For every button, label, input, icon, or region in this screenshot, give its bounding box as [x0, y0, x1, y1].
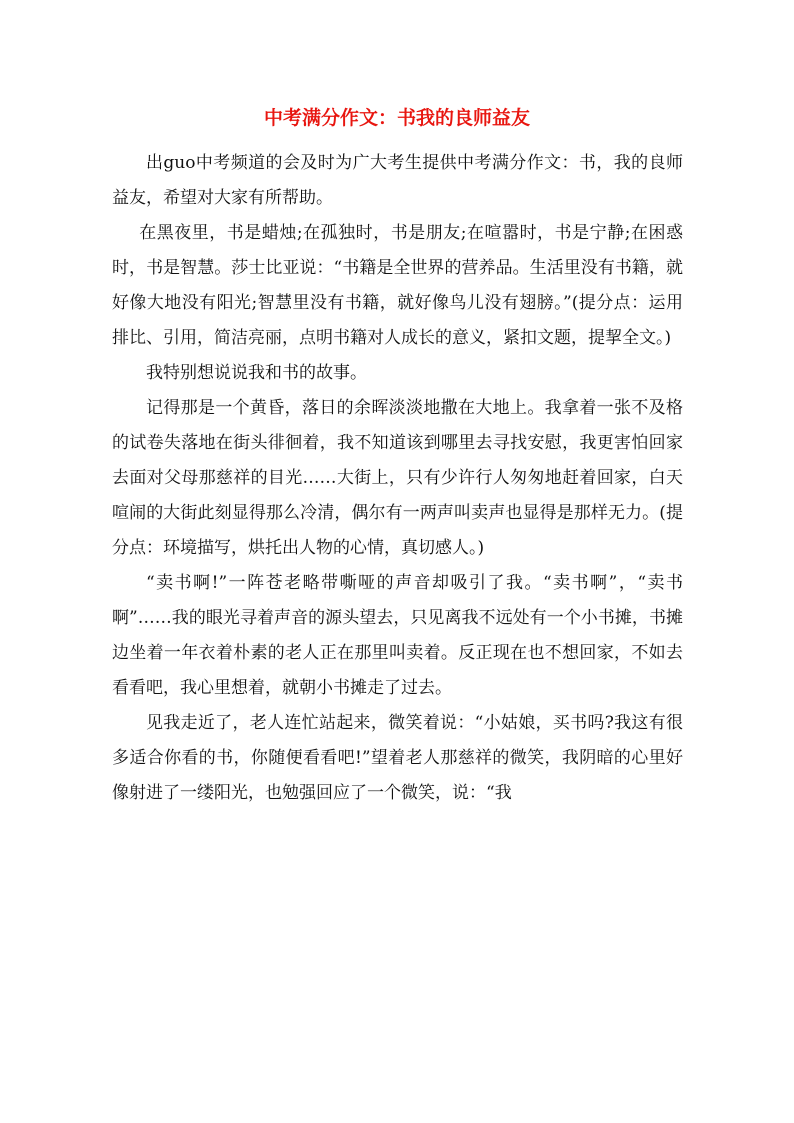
- paragraph-transition: 我特别想说说我和书的故事。: [146, 363, 367, 383]
- paragraph-old-man: 见我走近了，老人连忙站起来，微笑着说：“小姑娘，买书吗?我这有很多适合你看的书，你随便看看吧!”望着老人那慈祥的微笑，我阴暗的心里好像射进了一缕阳光，也勉强回应了一个微笑，说：“我: [112, 713, 683, 803]
- paragraph-dusk-scene: 记得那是一个黄昏，落日的余晖淡淡地撒在大地上。我拿着一张不及格的试卷失落地在街头徘徊着，我不知道该到哪里去寻找安慰，我更害怕回家去面对父母那慈祥的目光……大街上，只有少许行人匆匆地赶着回家，白天喧闹的大街此刻显得那么冷清，偶尔有一两声叫卖声也显得是那样无力。(提分点：环境描写，烘托出人物的心情，真切感人。): [112, 398, 683, 558]
- paragraph-opening: 在黑夜里，书是蜡烛;在孤独时，书是朋友;在喧嚣时，书是宁静;在困惑时，书是智慧。莎士比亚说：“书籍是全世界的营养品。生活里没有书籍，就好像大地没有阳光;智慧里没有书籍，就好像鸟儿没有翅膀。”(提分点：运用排比、引用，简洁亮丽，点明书籍对人成长的意义，紧扣文题，提挈全文。): [112, 223, 683, 348]
- paragraph-intro: 出guo中考频道的会及时为广大考生提供中考满分作文：书，我的良师益友，希望对大家有所帮助。: [112, 153, 683, 208]
- page-title: 中考满分作文：书我的良师益友: [263, 107, 530, 129]
- paragraph-bookseller: “卖书啊!”一阵苍老略带嘶哑的声音却吸引了我。“卖书啊”，“卖书啊”……我的眼光寻着声音的源头望去，只见离我不远处有一个小书摊，书摊边坐着一年衣着朴素的老人正在那里叫卖着。反正现在也不想回家，不如去看看吧，我心里想着，就朝小书摊走了过去。: [112, 573, 683, 698]
- article-body: [112, 146, 683, 811]
